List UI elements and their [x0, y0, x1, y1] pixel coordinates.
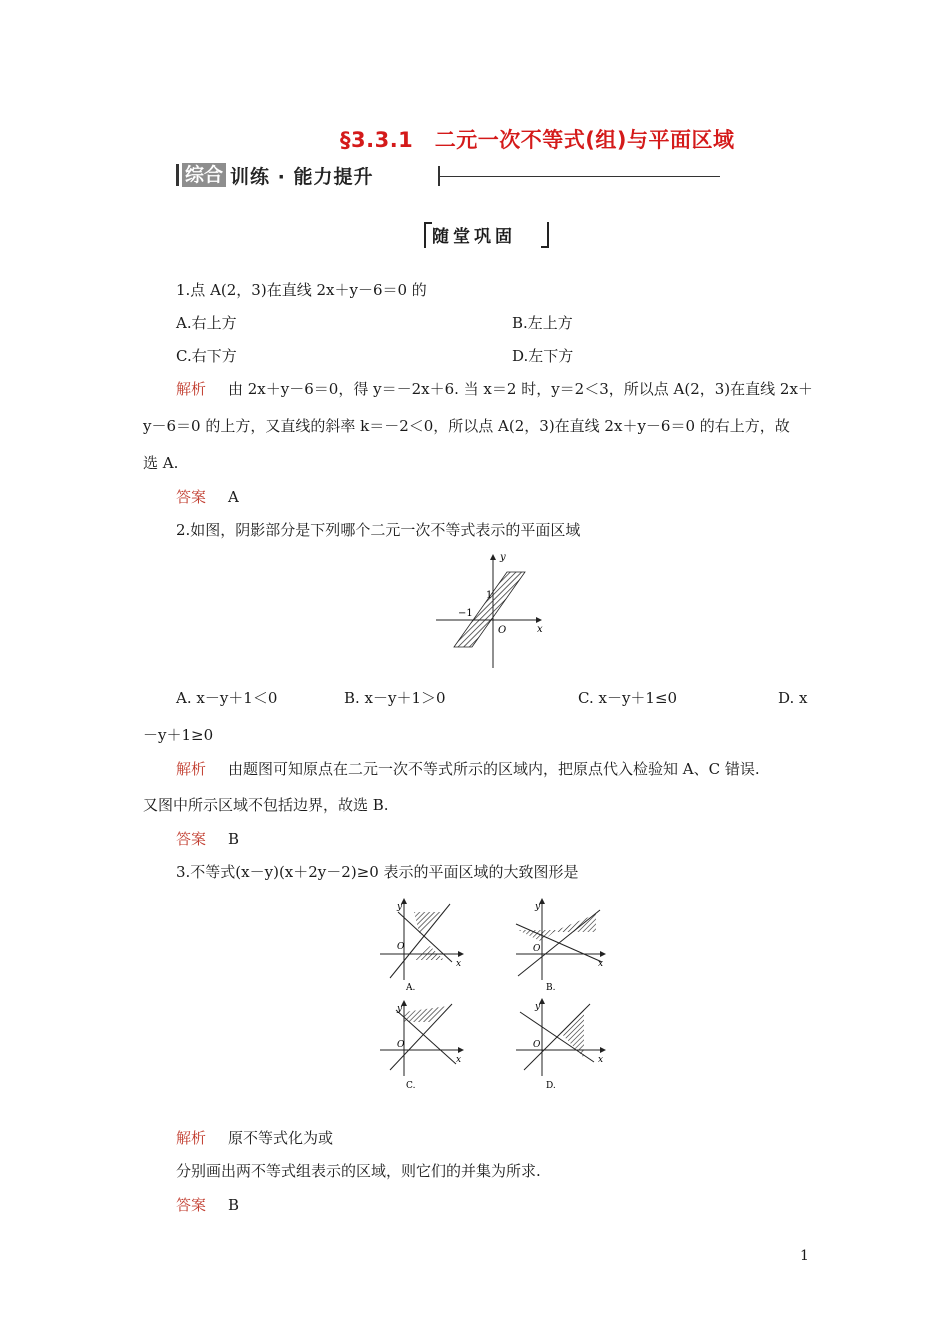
- q2-answer: B: [228, 830, 240, 848]
- q2-option-d-wrap: －y＋1≥0: [143, 726, 214, 744]
- bracket-left: [424, 222, 432, 248]
- q1-answer-label: 答案: [176, 488, 207, 506]
- q2-option-d: D. x: [778, 689, 808, 707]
- q3-label-a: A.: [406, 983, 416, 993]
- q3-d-x-label: x: [598, 1055, 604, 1065]
- q3-label-c: C.: [406, 1081, 416, 1091]
- question-3-stem: 3.不等式(x－y)(x＋2y－2)≥0 表示的平面区域的大致图形是: [176, 863, 579, 881]
- q3-d-origin: O: [533, 1040, 541, 1050]
- q3-figure-b: [516, 898, 606, 993]
- q3-analysis-line-1: 原不等式化为或: [228, 1129, 334, 1147]
- q3-b-origin: O: [533, 944, 541, 954]
- q1-option-b: B.左上方: [512, 314, 573, 332]
- q3-c-origin: O: [397, 1040, 405, 1050]
- y-arrow-icon: [490, 554, 496, 560]
- q3-c-y-label: y: [397, 1004, 403, 1014]
- page-number: 1: [800, 1248, 809, 1264]
- q2-option-c: C. x－y＋1≤0: [578, 689, 678, 707]
- q3-figures: [370, 892, 620, 1098]
- question-2-stem: 2.如图，阴影部分是下列哪个二元一次不等式表示的平面区域: [176, 521, 581, 539]
- tick-label-neg-1: −1: [458, 608, 473, 619]
- origin-label: O: [498, 625, 507, 636]
- q1-analysis-label: 解析: [176, 380, 207, 398]
- banner-rule: [440, 176, 720, 177]
- q1-answer: A: [228, 488, 239, 506]
- q2-option-b: B. x－y＋1＞0: [344, 689, 446, 707]
- q3-label-b: B.: [546, 983, 556, 993]
- section-banner: [176, 162, 373, 188]
- y-axis-label: y: [500, 552, 506, 563]
- q3-analysis-label: 解析: [176, 1129, 207, 1147]
- q3-d-y-label: y: [535, 1002, 541, 1012]
- q2-analysis-line-1: 由题图可知原点在二元一次不等式所示的区域内，把原点代入检验知 A、C 错误.: [228, 760, 760, 778]
- banner-text: 训练 · 能力提升: [230, 165, 374, 188]
- q3-a-y-label: y: [397, 902, 403, 912]
- q1-option-a: A.右上方: [176, 314, 237, 332]
- q2-answer-label: 答案: [176, 830, 207, 848]
- q3-label-d: D.: [546, 1081, 556, 1091]
- q1-analysis-line-2: y－6＝0 的上方，又直线的斜率 k＝－2＜0，所以点 A(2，3)在直线 2x＋y－6＝0 的右上方，故: [143, 417, 790, 435]
- q3-b-y-label: y: [535, 902, 541, 912]
- x-axis-label: x: [537, 624, 543, 635]
- q2-figure: [430, 550, 550, 672]
- q3-answer-label: 答案: [176, 1196, 207, 1214]
- q1-analysis-line-3: 选 A.: [143, 454, 179, 472]
- q3-analysis-line-2: 分别画出两不等式组表示的区域，则它们的并集为所求.: [176, 1162, 541, 1180]
- tick-label-1: 1: [486, 590, 493, 601]
- q2-option-a: A. x－y＋1＜0: [176, 689, 278, 707]
- q3-a-origin: O: [397, 942, 405, 952]
- x-arrow-icon: [536, 617, 542, 623]
- q2-analysis-label: 解析: [176, 760, 207, 778]
- q3-b-x-label: x: [598, 959, 604, 969]
- q3-figure-d: [516, 998, 606, 1091]
- q3-a-x-label: x: [456, 959, 462, 969]
- q3-figure-c: [380, 1000, 464, 1091]
- q3-figure-a: [380, 898, 464, 993]
- question-1-stem: 1.点 A(2，3)在直线 2x＋y－6＝0 的: [176, 281, 427, 299]
- q1-option-d: D.左下方: [512, 347, 574, 365]
- page-title: §3.3.1 二元一次不等式(组)与平面区域: [340, 128, 735, 152]
- q1-option-c: C.右下方: [176, 347, 237, 365]
- section-heading: 随堂巩固: [432, 227, 516, 247]
- q2-analysis-line-2: 又图中所示区域不包括边界，故选 B.: [143, 796, 389, 814]
- q3-c-x-label: x: [456, 1055, 462, 1065]
- q1-analysis-line-1: 由 2x＋y－6＝0，得 y＝－2x＋6. 当 x＝2 时，y＝2＜3，所以点 A(2，3)在直线 2x＋: [228, 380, 813, 398]
- bracket-right: [541, 222, 549, 248]
- banner-highlight: 综合: [182, 163, 226, 187]
- q3-answer: B: [228, 1196, 240, 1214]
- banner-bar: [176, 164, 179, 186]
